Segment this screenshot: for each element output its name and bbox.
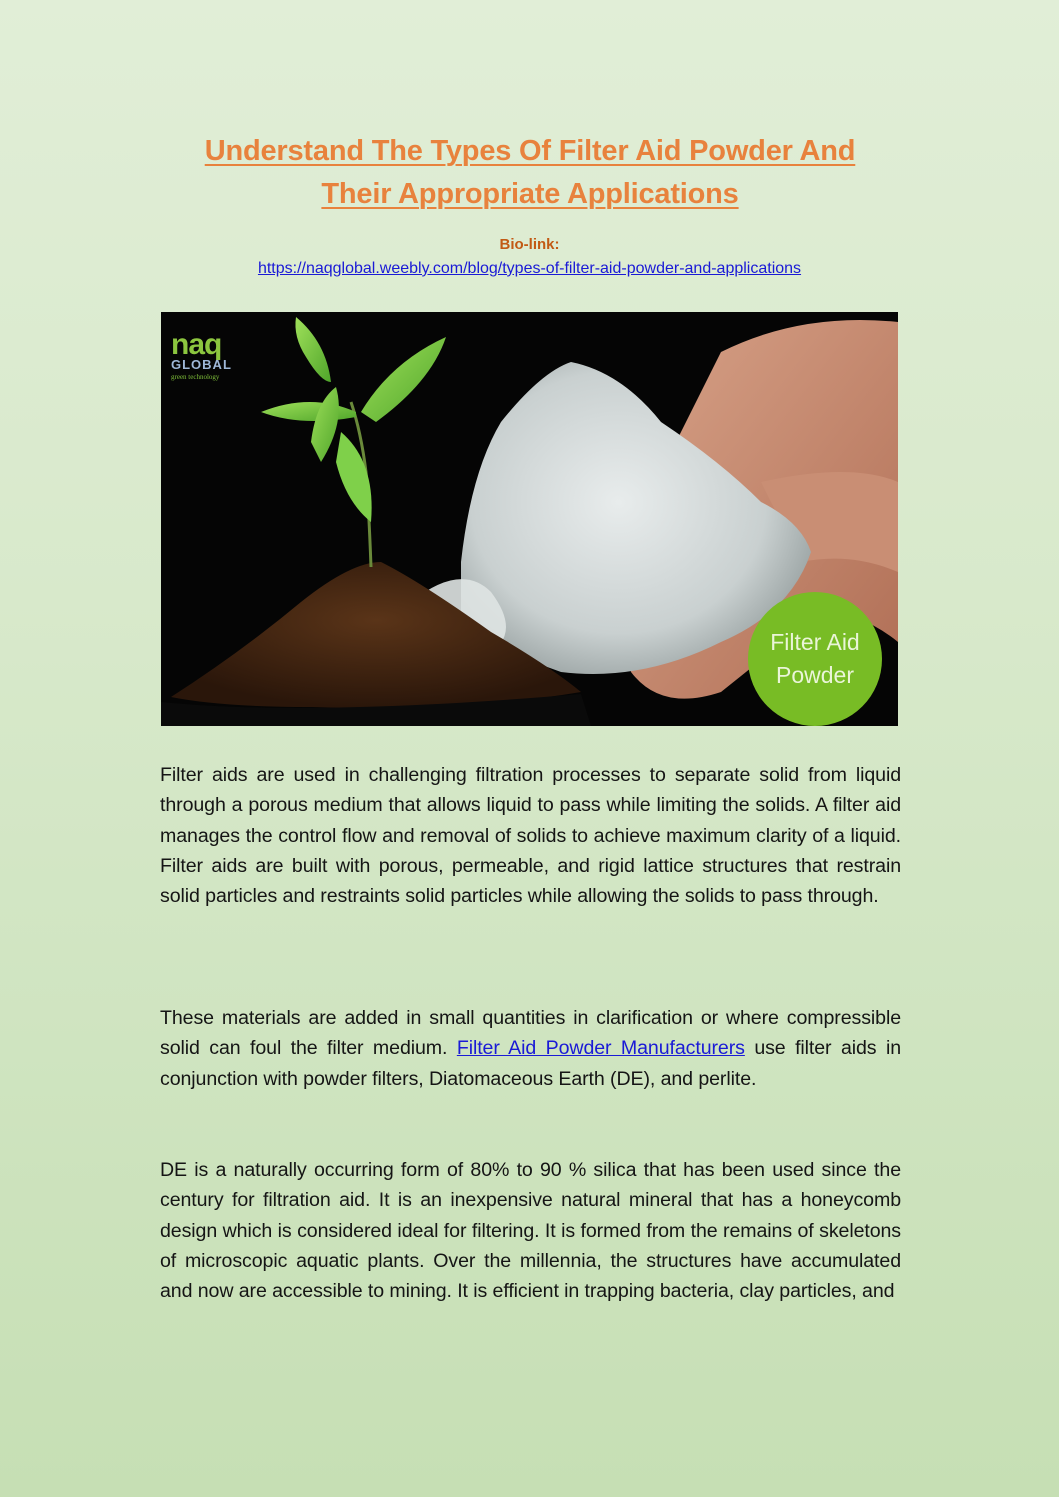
badge-line-1: Filter Aid [770,629,860,655]
bio-link-row [0,260,1059,278]
bio-link-url[interactable]: https://naqglobal.weebly.com/blog/types-of-filter-aid-powder-and-applications [257,260,802,277]
logo-naq-text: naq [171,328,222,361]
naq-global-logo [171,328,251,402]
document-title [100,130,960,216]
filter-aid-powder-badge [748,592,882,726]
logo-tagline: green technology [171,373,220,381]
paragraph-1: Filter aids are used in challenging filtration processes to separate solid from liquid through a porous medium that allows liquid to pass while limiting the solids. A filter aid manages the control flow and removal of solids to achieve maximum clarity of a liquid. Filter aids are built with porous, permeable, and rigid lattice structures that restrain solid particles and restraints solid particles while allowing the solids to pass through. [160,764,901,908]
bio-link-label: Bio-link: [499,236,560,253]
badge-line-2: Powder [776,662,854,688]
paragraph-2 [160,1003,901,1094]
title-line-1: Understand The Types Of Filter Aid Powder And [204,135,856,167]
hero-image [161,312,898,726]
paragraph-2-text-after: use filter aids in conjunction with powder filters, Diatomaceous Earth (DE), and perlite. [160,1037,901,1090]
title-line-2: Their Appropriate Applications [321,178,739,210]
filter-aid-powder-manufacturers-link[interactable]: Filter Aid Powder Manufacturers [456,1037,745,1060]
paragraph-2-text-before: These materials are added in small quantities in clarification or where compressible solid can foul the filter medium. [160,1007,901,1060]
paragraph-3: DE is a naturally occurring form of 80% to 90 % silica that has been used since the century for filtration aid. It is an inexpensive natural mineral that has a honeycomb design which is considered ideal for filtering. It is formed from the remains of skeletons of microscopic aquatic plants. Over the millennia, the structures have accumulated and now are accessible to mining. It is efficient in trapping bacteria, clay particles, and [160,1159,901,1303]
logo-global-text: GLOBAL [171,357,232,372]
